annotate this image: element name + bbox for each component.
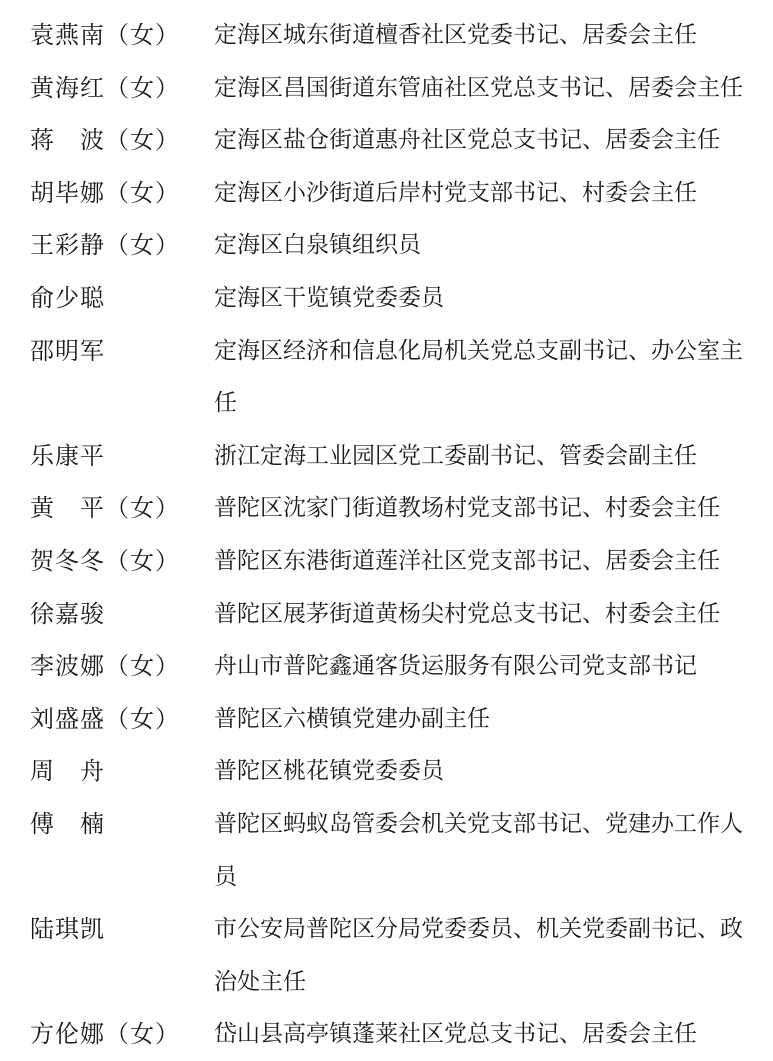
- list-item: [30, 9, 765, 62]
- person-name: 王彩静（女）: [30, 231, 180, 260]
- person-title: 普陀区展茅街道黄杨尖村党总支书记、村委会主任: [214, 600, 720, 627]
- person-title: 定海区经济和信息化局机关党总支副书记、办公室主任: [214, 337, 743, 417]
- person-title: 普陀区东港街道莲洋社区党支部书记、居委会主任: [214, 547, 720, 574]
- person-title: 普陀区六横镇党建办副主任: [214, 705, 490, 732]
- person-name: 袁燕南（女）: [30, 21, 180, 49]
- person-title: 浙江定海工业园区党工委副书记、管委会副主任: [214, 442, 697, 469]
- person-name: 黄海红（女）: [30, 73, 180, 102]
- list-item: [30, 114, 765, 167]
- list-item: [30, 325, 765, 430]
- person-name: 方伦娜（女）: [30, 1020, 180, 1049]
- list-item: [30, 219, 765, 272]
- person-name: 黄 平（女）: [30, 494, 180, 523]
- person-name: 徐嘉骏: [30, 599, 105, 628]
- person-title: 岱山县高亭镇蓬莱社区党总支书记、居委会主任: [214, 1021, 697, 1048]
- person-title: 舟山市普陀鑫通客货运服务有限公司党支部书记: [214, 653, 697, 680]
- person-name: 贺冬冬（女）: [30, 546, 180, 575]
- person-title: 定海区小沙街道后岸村党支部书记、村委会主任: [214, 179, 697, 206]
- list-item: [30, 745, 765, 798]
- list-item: [30, 482, 765, 535]
- person-name: 邵明军: [30, 336, 105, 365]
- person-name: 乐康平: [30, 441, 105, 470]
- person-title: 定海区城东街道檀香社区党委书记、居委会主任: [214, 22, 697, 48]
- list-item: [30, 588, 765, 641]
- person-name: 胡毕娜（女）: [30, 178, 180, 207]
- person-name: 李波娜（女）: [30, 652, 180, 681]
- person-title: 普陀区桃花镇党委委员: [214, 758, 444, 785]
- person-name: 俞少聪: [30, 283, 105, 312]
- person-name: 蒋 波（女）: [30, 126, 180, 155]
- list-item: [30, 903, 765, 1008]
- person-title: 定海区盐仓街道惠舟社区党总支书记、居委会主任: [214, 127, 720, 154]
- person-title: 普陀区蚂蚁岛管委会机关党支部书记、党建办工作人员: [214, 810, 743, 890]
- person-name: 刘盛盛（女）: [30, 704, 180, 733]
- person-title: 定海区干览镇党委委员: [214, 284, 444, 311]
- person-title: 普陀区沈家门街道教场村党支部书记、村委会主任: [214, 495, 720, 522]
- honoree-list: [30, 9, 765, 1061]
- person-name: 周 舟: [30, 757, 105, 786]
- person-title: 市公安局普陀区分局党委委员、机关党委副书记、政治处主任: [214, 916, 743, 995]
- list-item: [30, 1008, 765, 1061]
- person-name: 傅 楠: [30, 809, 105, 838]
- person-name: 陆琪凯: [30, 915, 105, 944]
- list-item: [30, 167, 765, 220]
- person-title: 定海区白泉镇组织员: [214, 232, 421, 259]
- list-item: [30, 535, 765, 588]
- list-item: [30, 693, 765, 746]
- person-title: 定海区昌国街道东管庙社区党总支书记、居委会主任: [214, 74, 743, 101]
- list-item: [30, 62, 765, 115]
- list-item: [30, 272, 765, 325]
- list-item: [30, 430, 765, 483]
- list-item: [30, 798, 765, 903]
- list-item: [30, 640, 765, 693]
